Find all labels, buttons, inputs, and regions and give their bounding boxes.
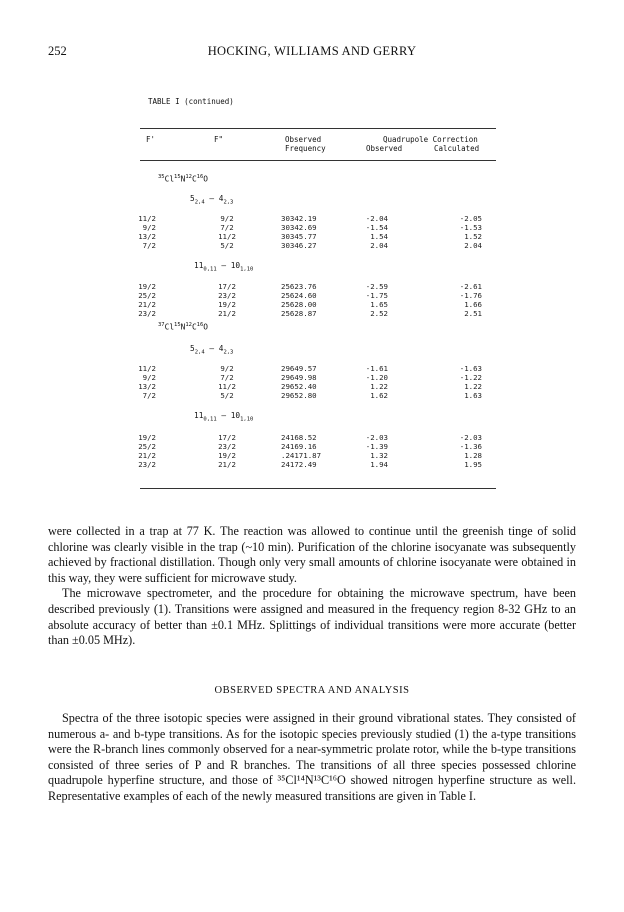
table-row: 23/2 21/2 25628.87 2.52 2.51	[138, 309, 482, 318]
page-number: 252	[48, 44, 67, 58]
table-row: 21/2 19/2 25628.00 1.65 1.66	[138, 300, 482, 309]
running-head: HOCKING, WILLIAMS AND GERRY	[207, 44, 417, 58]
col-header-quadrupole-correction: Quadrupole Correction	[383, 135, 478, 144]
table-row: 7/2 5/2 29652.80 1.62 1.63	[142, 391, 482, 400]
paragraph: Spectra of the three isotopic species were assigned in their ground vibrational states. They consisted of numerous a- and b-type transitions. As for the isotopic species previously studied (1) the a-type transitions were the R-branch lines commonly observed for a near-symmetric prolate rotor, while the b-type transitions consisted of three series of P and R branches. The transitions of all three species possessed chlorine quadrupole hyperfine structure, and those of ³⁵Cl¹⁴N¹³C¹⁶O showed nitrogen hyperfine structure as well. Representative examples of each of the newly measured transitions are given in Table I.	[48, 711, 576, 803]
col-header-qc-observed: Observed	[366, 144, 403, 153]
species-label: $^{37}Cl^{15}N^{12}C^{16}O$	[158, 322, 208, 332]
table-row: 13/2 11/2 30345.77 1.54 1.52	[138, 232, 482, 241]
transition-label: $11_{0,11}$ — $10_{1,10}$	[194, 411, 254, 423]
table-row: 11/2 9/2 30342.19 -2.04 -2.05	[138, 214, 482, 223]
table-row: 9/2 7/2 29649.98 -1.20 -1.22	[142, 373, 482, 382]
table-bottom-rule	[140, 488, 496, 489]
transition-label: $11_{0,11}$ — $10_{1,10}$	[194, 261, 254, 273]
table-caption: TABLE I (continued)	[148, 97, 234, 106]
page-header	[48, 44, 576, 60]
table-row: 25/2 23/2 25624.60 -1.75 -1.76	[138, 291, 482, 300]
body-text-bottom	[48, 711, 576, 805]
species-label: $^{35}Cl^{15}N^{12}C^{16}O$	[158, 174, 208, 184]
table-row: 19/2 17/2 25623.76 -2.59 -2.61	[138, 282, 482, 291]
table-row: 19/2 17/2 24168.52 -2.03 -2.03	[138, 433, 482, 442]
table-row: 23/2 21/2 24172.49 1.94 1.95	[138, 460, 482, 469]
table-column-headers	[0, 135, 624, 159]
col-header-frequency: Frequency	[285, 144, 326, 153]
table-row: 7/2 5/2 30346.27 2.04 2.04	[142, 241, 482, 250]
transition-label: $5_{2,4}$ — $4_{2,3}$	[190, 344, 234, 356]
paragraph: were collected in a trap at 77 K. The reaction was allowed to continue until the greenish tinge of solid chlorine was clearly visible in the trap (~10 min). Purification of the chlorine isocyanate was subsequently achieved by fractional distillation. Though only very small amounts of chlorine isocyanate were obtained in this way, they were sufficient for microwave study.	[48, 524, 576, 585]
paragraph: The microwave spectrometer, and the procedure for obtaining the microwave spectrum, have been described previously (1). Transitions were assigned and measured in the frequency region 8-32 GHz to an absolute accuracy of better than ±0.1 MHz. Splittings of individual transitions were more accurate (better than ±0.05 MHz).	[48, 586, 576, 648]
table-header-rule	[140, 160, 496, 161]
table-top-rule	[140, 128, 496, 129]
table-row: 11/2 9/2 29649.57 -1.61 -1.63	[138, 364, 482, 373]
table-row: 13/2 11/2 29652.40 1.22 1.22	[138, 382, 482, 391]
table-row: 9/2 7/2 30342.69 -1.54 -1.53	[142, 223, 482, 232]
col-header-f-lower: F"	[214, 135, 224, 144]
table-row: 25/2 23/2 24169.16 -1.39 -1.36	[138, 442, 482, 451]
section-title: OBSERVED SPECTRA AND ANALYSIS	[214, 685, 410, 696]
transition-label: $5_{2,4}$ — $4_{2,3}$	[190, 194, 234, 206]
table-row: 21/2 19/2 .24171.87 1.32 1.28	[138, 451, 482, 460]
body-text-top	[48, 524, 576, 649]
col-header-qc-calculated: Calculated	[434, 144, 480, 153]
col-header-f-upper: F'	[146, 135, 156, 144]
col-header-observed: Observed	[285, 135, 322, 144]
